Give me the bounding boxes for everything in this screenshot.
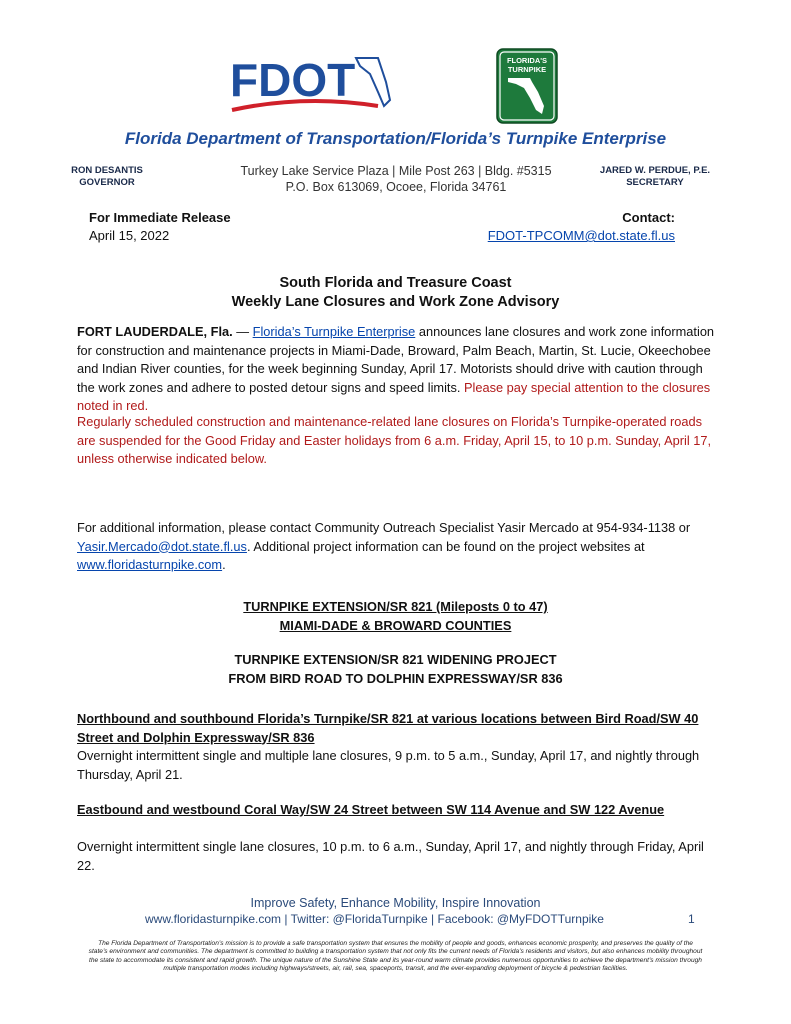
- outreach-email-link[interactable]: Yasir.Mercado@dot.state.fl.us: [77, 538, 247, 554]
- address-line-2: P.O. Box 613069, Ocoee, Florida 34761: [285, 180, 507, 194]
- intro-text: announces lane closures and work zone information for construction and maintenance projects in Miami-Dade, Broward, Palm Beach, Martin, St. Lucie, Okeechobee and Indian River counties, for the week beginning Sunday, April 17. Motorists should drive with caution through the work zones and adhere to posted detour signs and speed limits.: [77, 324, 715, 395]
- turnpike-logo-line2: TURNPIKE: [507, 65, 547, 74]
- fdot-logo: [228, 52, 394, 118]
- governor-block: [52, 165, 162, 189]
- contact-label: Contact:: [622, 210, 675, 225]
- address-block: [200, 163, 592, 195]
- page-number: 1: [688, 912, 695, 926]
- release-label: For Immediate Release: [89, 210, 231, 225]
- closure-location-1: Northbound and southbound Florida’s Turnpike/SR 821 at various locations between Bird Road/SW 40 Street and Dolphin Expressway/SR 836: [77, 711, 699, 745]
- closure-details-2: Overnight intermittent single lane closures, 10 p.m. to 6 a.m., Sunday, April 17, and nightly through Friday, April 22.: [77, 839, 704, 873]
- intro-paragraph: [77, 323, 717, 416]
- contact-email-link[interactable]: FDOT-TPCOMM@dot.state.fl.us: [487, 228, 675, 243]
- dateline: FORT LAUDERDALE, Fla.: [77, 324, 233, 339]
- agency-name: Florida Department of Transportation/Florida’s Turnpike Enterprise: [124, 129, 667, 148]
- press-release-title: [0, 274, 791, 312]
- secretary-title: SECRETARY: [626, 177, 684, 188]
- turnpike-enterprise-link[interactable]: Florida’s Turnpike Enterprise: [252, 324, 416, 339]
- governor-name: RON DESANTIS: [71, 165, 143, 176]
- closure-location-2: Eastbound and westbound Coral Way/SW 24 Street between SW 114 Avenue and SW 122 Avenue: [77, 802, 665, 817]
- red-notice: Please pay special attention to the closures noted in red.: [77, 379, 711, 413]
- contact-block: [488, 209, 675, 245]
- section-heading: [0, 598, 791, 635]
- turnpike-logo-line1: FLORIDA'S: [506, 56, 548, 65]
- website-link[interactable]: www.floridasturnpike.com: [77, 557, 223, 572]
- project-line-1: TURNPIKE EXTENSION/SR 821 WIDENING PROJECT: [234, 652, 557, 667]
- governor-title: GOVERNOR: [79, 177, 135, 188]
- contact-text-3: .: [222, 557, 226, 572]
- mission-statement: The Florida Department of Transportation’s mission is to provide a safe transportation system that ensures the mobility of people and goods, enhances economic prosperity, and preserves the quality of the state’s environment and communities. The department is committed to building a transportation system that not only fits the current needs of Florida’s residents and visitors, but also enhances mobility throughout the state to accommodate its consistent and rapid growth. The unique nature of the Sunshine State and its year-round warm climate provides numerous opportunities to achieve the department’s mission through multiple transportation modes including highways/streets, air, rail, sea, spaceports, transit, and the ever-expanding deployment of bicycle & pedestrian facilities.: [88, 940, 703, 972]
- fdot-logo-text: FDOT: [230, 54, 356, 106]
- footer-links: www.floridasturnpike.com | Twitter: @FloridaTurnpike | Facebook: @MyFDOTTurnpike: [145, 912, 604, 926]
- section-heading-line-1: TURNPIKE EXTENSION/SR 821 (Mileposts 0 to 47): [243, 599, 548, 614]
- contact-paragraph: [77, 519, 717, 575]
- holiday-notice: Regularly scheduled construction and maintenance-related lane closures on Florida’s Turnpike-operated roads are suspended for the Good Friday and Easter holidays from 6 a.m. Friday, April 15, to 10 p.m. Sunday, April 17, unless otherwise indicated below.: [77, 414, 712, 466]
- title-line-1: South Florida and Treasure Coast: [279, 275, 512, 291]
- secretary-block: [590, 165, 720, 189]
- turnpike-logo: [496, 48, 558, 124]
- release-block: [89, 209, 231, 245]
- footer-tagline: Improve Safety, Enhance Mobility, Inspire Innovation: [250, 896, 541, 910]
- closure-details-1: Overnight intermittent single and multiple lane closures, 9 p.m. to 5 a.m., Sunday, April 17, and nightly through Thursday, April 21.: [77, 748, 700, 782]
- project-heading: [0, 651, 791, 688]
- title-line-2: Weekly Lane Closures and Work Zone Advisory: [231, 294, 560, 310]
- contact-text-1: For additional information, please contact Community Outreach Specialist Yasir Mercado at 954-934-1138 or: [77, 520, 691, 535]
- project-line-2: FROM BIRD ROAD TO DOLPHIN EXPRESSWAY/SR 836: [228, 670, 563, 686]
- section-heading-line-2: MIAMI-DADE & BROWARD COUNTIES: [279, 617, 512, 633]
- address-line-1: Turkey Lake Service Plaza | Mile Post 263 | Bldg. #5315: [240, 164, 552, 178]
- contact-text-2: . Additional project information can be found on the project websites at: [246, 538, 645, 554]
- dateline-dash: —: [232, 324, 253, 339]
- secretary-name: JARED W. PERDUE, P.E.: [599, 165, 711, 176]
- release-date: April 15, 2022: [89, 228, 170, 243]
